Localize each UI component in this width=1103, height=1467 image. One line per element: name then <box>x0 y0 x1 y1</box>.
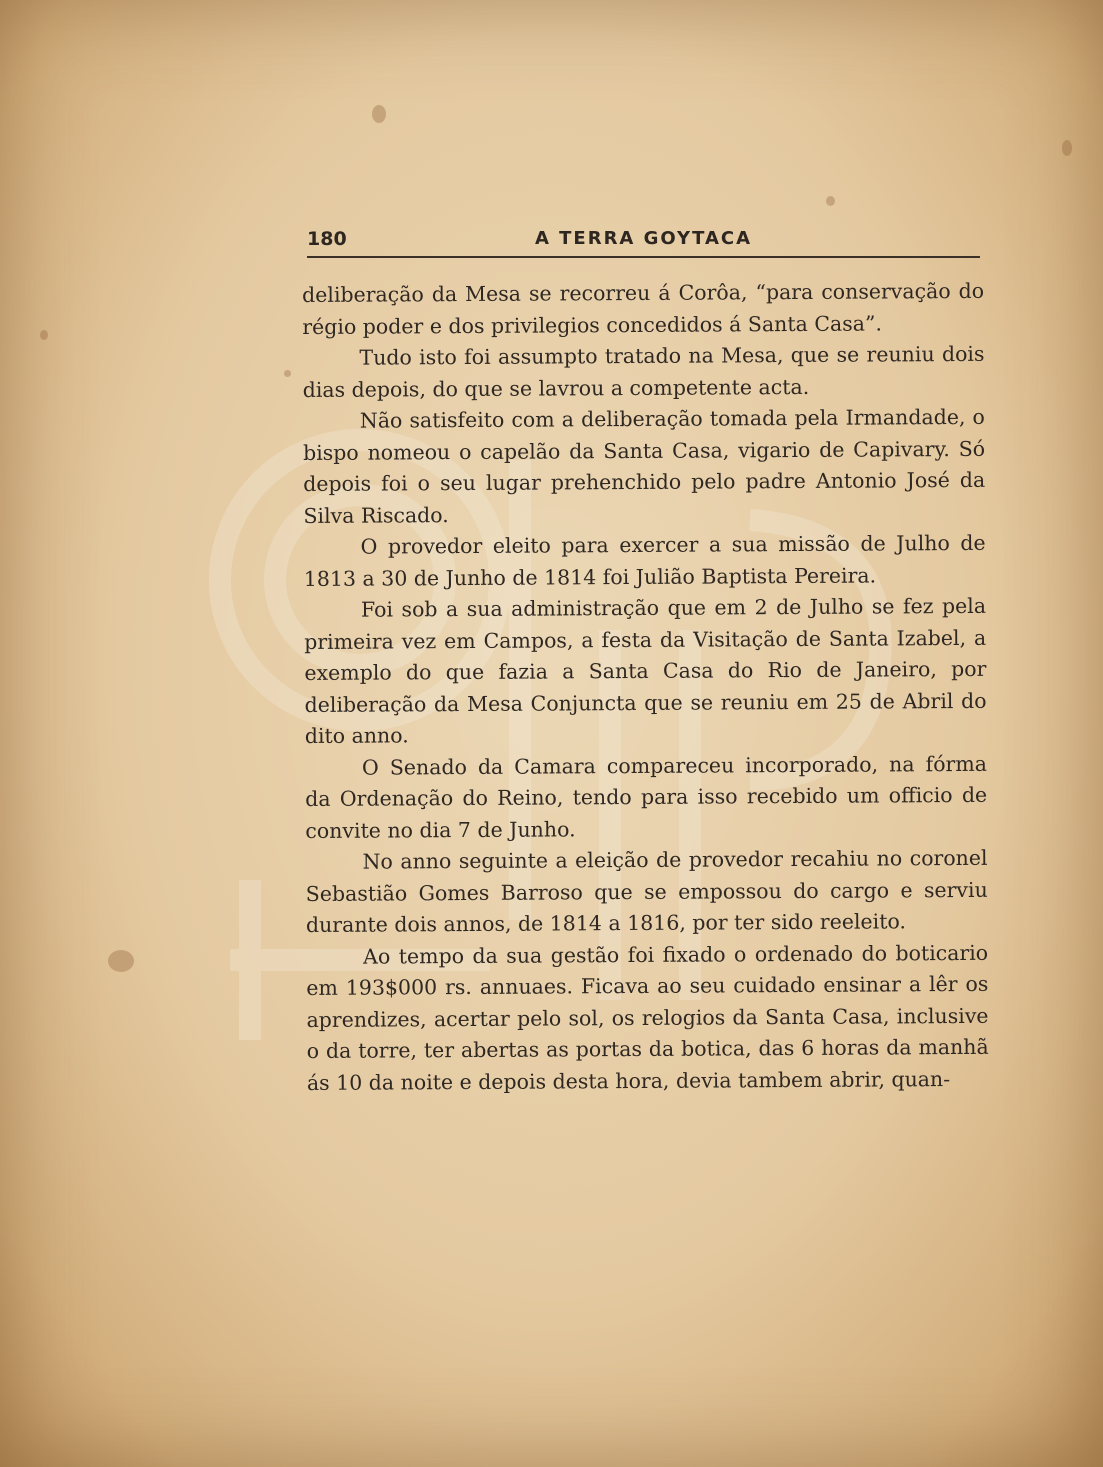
paragraph: Não satisfeito com a deliberação tomada pela Irmandade, o bispo nomeou o capelão da Santa Casa, vigario de Capivary. Só depois foi o seu lugar prehenchido pelo padre Antonio José da Silva Riscado. <box>302 404 986 528</box>
paragraph: O Senado da Camara compareceu incorporado, na fórma da Ordenação do Reino, tendo para isso recebido um officio de convite no dia 7 de Junho. <box>305 751 988 843</box>
stain <box>40 330 48 340</box>
stain <box>108 950 134 972</box>
body-text <box>302 276 989 1099</box>
stain <box>284 370 291 377</box>
stain <box>372 105 386 123</box>
paragraph: O provedor eleito para exercer a sua missão de Julho de 1813 a 30 de Junho de 1814 foi Julião Baptista Pereira. <box>303 530 986 591</box>
stain <box>1062 140 1072 156</box>
paragraph: Ao tempo da sua gestão foi fixado o ordenado do boticario em 193$000 rs. annuaes. Ficava ao seu cuidado ensinar a lêr os aprendizes, acertar pelo sol, os relogios da Santa Casa, inclusive o da torre, ter abertas as portas da botica, das 6 horas da manhã ás 10 da noite e depois desta hora, devia tambem abrir, quan- <box>306 940 989 1095</box>
stain <box>826 196 835 206</box>
running-title: A TERRA GOYTACA <box>534 228 753 249</box>
paragraph: No anno seguinte a eleição de provedor recahiu no coronel Sebastião Gomes Barroso que se empossou do cargo e serviu durante dois annos, de 1814 a 1816, por ter sido reeleito. <box>305 845 988 937</box>
paragraph: Foi sob a sua administração que em 2 de Julho se fez pela primeira vez em Campos, a festa da Visitação de Santa Izabel, a exemplo do que fazia a Santa Casa do Rio de Janeiro, por deliberação da Mesa Conjuncta que se reuniu em 25 de Abril do dito anno. <box>304 593 987 748</box>
paragraph: deliberação da Mesa se recorreu á Corôa, “para conservação do régio poder e dos privilegios concedidos á Santa Casa”. <box>302 278 985 339</box>
page-number: 180 <box>307 228 347 250</box>
page-header <box>307 226 980 258</box>
paragraph: Tudo isto foi assumpto tratado na Mesa, que se reuniu dois dias depois, do que se lavrou a competente acta. <box>302 341 985 402</box>
